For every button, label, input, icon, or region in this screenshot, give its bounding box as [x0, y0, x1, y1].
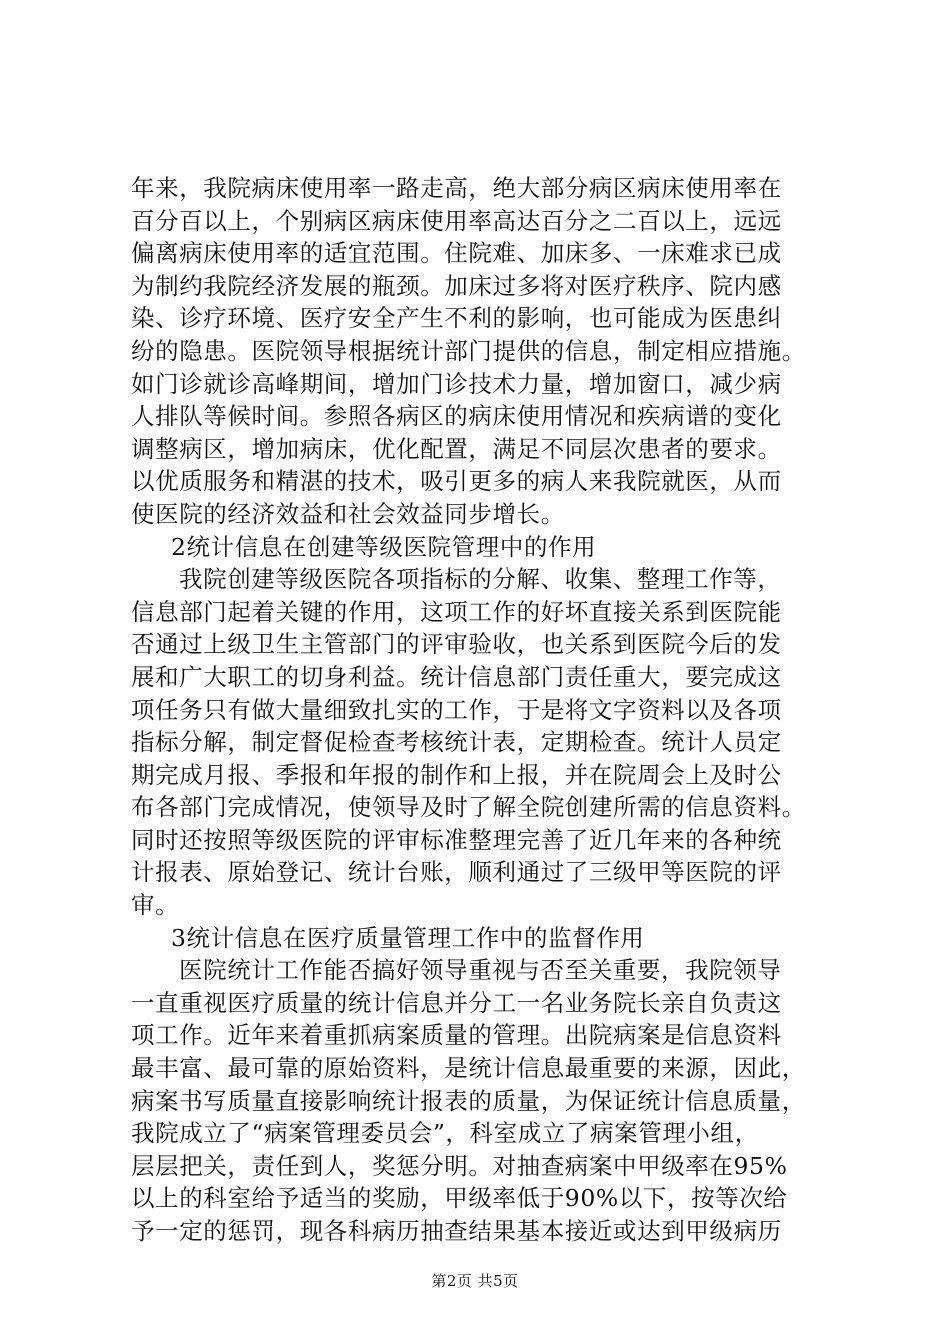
text-line: 予一定的惩罚，现各科病历抽查结果基本接近或达到甲级病历 [131, 1217, 782, 1245]
text-line: 我院创建等级医院各项指标的分解、收集、整理工作等， [179, 565, 782, 594]
text-line: 最丰富、最可靠的原始资料，是统计信息最重要的来源，因此， [131, 1054, 806, 1083]
text-line: 审。 [131, 891, 180, 920]
text-line: 同时还按照等级医院的评审标准整理完善了近几年来的各种统 [131, 825, 782, 854]
text-line: 病案书写质量直接影响统计报表的质量，为保证统计信息质量， [131, 1086, 806, 1115]
text-line: 医院统计工作能否搞好领导重视与否至关重要，我院领导 [179, 956, 782, 985]
text-line: 计报表、原始登记、统计台账，顺利通过了三级甲等医院的评 [131, 858, 782, 887]
text-line: 偏离病床使用率的适宜范围。住院难、加床多、一床难求已成 [131, 239, 782, 268]
text-line: 年来，我院病床使用率一路走高，绝大部分病区病床使用率在 [131, 174, 782, 202]
text-line: 否通过上级卫生主管部门的评审验收，也关系到医院今后的发 [131, 630, 782, 659]
text-line: 期完成月报、季报和年报的制作和上报，并在院周会上及时公 [131, 760, 782, 789]
page-number-footer: 第2页 共5页 [431, 1272, 519, 1290]
text-line: 为制约我院经济发展的瓶颈。加床过多将对医疗秩序、院内感 [131, 271, 782, 300]
text-line: 层层把关，责任到人，奖惩分明。对抽查病案中甲级率在95% [131, 1151, 788, 1180]
text-line: 我院成立了“病案管理委员会”，科室成立了病案管理小组， [131, 1119, 759, 1148]
text-line: 染、诊疗环境、医疗安全产生不利的影响，也可能成为医患纠 [131, 304, 782, 333]
section-heading: 2统计信息在创建等级医院管理中的作用 [171, 532, 597, 561]
text-line: 以上的科室给予适当的奖励，甲级率低于90%以下，按等次给 [131, 1184, 788, 1213]
document-body [131, 172, 821, 1248]
text-line: 项工作。近年来着重抓病案质量的管理。出院病案是信息资料 [131, 1021, 782, 1050]
text-line: 百分百以上，个别病区病床使用率高达百分之二百以上，远远 [131, 206, 782, 235]
text-line: 信息部门起着关键的作用，这项工作的好坏直接关系到医院能 [131, 597, 782, 626]
text-line: 布各部门完成情况，使领导及时了解全院创建所需的信息资料。 [131, 793, 806, 822]
text-line: 以优质服务和精湛的技术，吸引更多的病人来我院就医，从而 [131, 467, 782, 496]
section-heading: 3统计信息在医疗质量管理工作中的监督作用 [171, 923, 645, 952]
text-line: 一直重视医疗质量的统计信息并分工一名业务院长亲自负责这 [131, 988, 782, 1017]
text-line: 展和广大职工的切身利益。统计信息部门责任重大，要完成这 [131, 662, 782, 691]
text-line: 调整病区，增加病床，优化配置，满足不同层次患者的要求。 [131, 434, 782, 463]
text-line: 使医院的经济效益和社会效益同步增长。 [131, 499, 565, 528]
text-line: 项任务只有做大量细致扎实的工作，于是将文字资料以及各项 [131, 695, 782, 724]
text-line: 如门诊就诊高峰期间，增加门诊技术力量，增加窗口，减少病 [131, 369, 782, 398]
text-line: 纷的隐患。医院领导根据统计部门提供的信息，制定相应措施。 [131, 336, 806, 365]
text-line: 人排队等候时间。参照各病区的病床使用情况和疾病谱的变化 [131, 402, 782, 431]
text-line: 指标分解，制定督促检查考核统计表，定期检查。统计人员定 [131, 728, 782, 757]
